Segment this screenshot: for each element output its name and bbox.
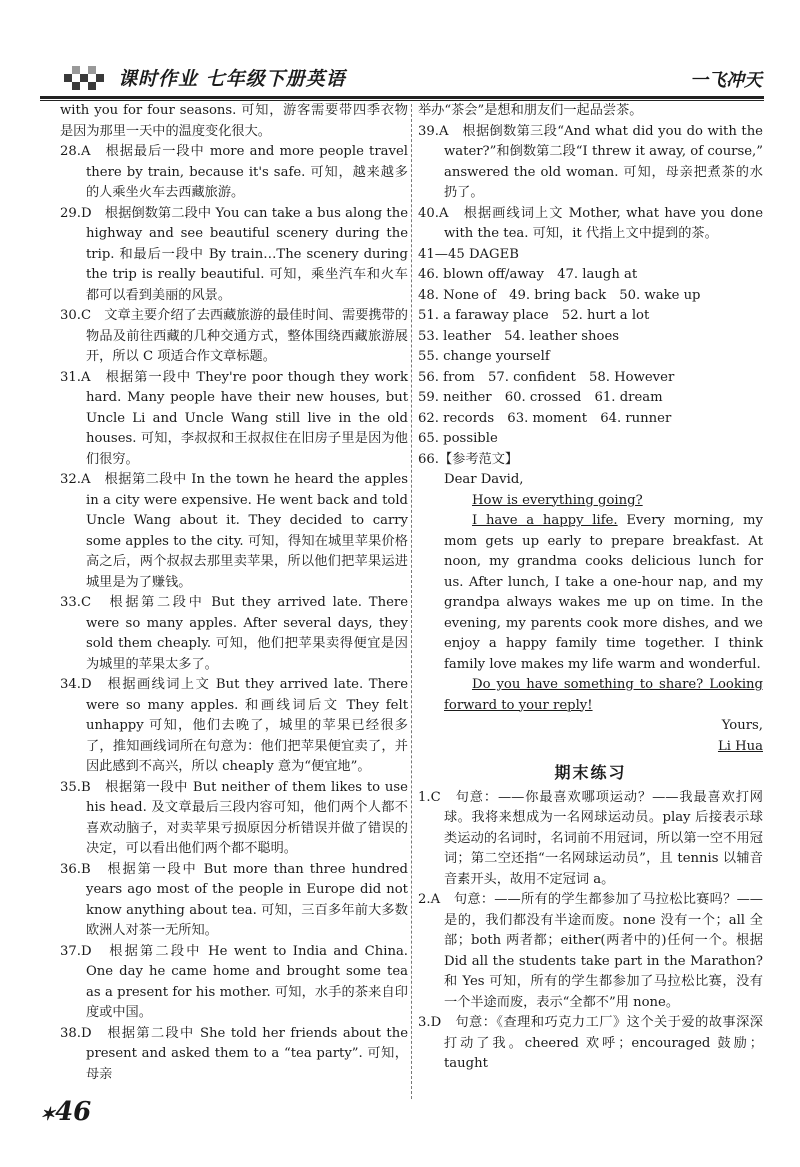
brand-name: 一飞冲天 xyxy=(690,70,762,91)
answer-list xyxy=(418,101,763,470)
section-title: 期末练习 xyxy=(554,763,627,782)
answer-item: 33.C 根据第二段中 But they arrived late. There were so many apples. After several days, they sold them cheaply. 可知，他们把苹果卖得便宜是因为城里的苹果太多了。 xyxy=(60,595,408,672)
letter-body-underlined: I have a happy life. xyxy=(472,513,618,528)
answer-item: 2.A 句意：——所有的学生都参加了马拉松比赛吗？——是的，我们都没有半途而废。none 没有一个；all 全部；both 两者都；either(两者中的)任何一个。根据 Did all the students take part in the Marathon? 和 Yes 可知，所有的学生都参加了马拉松比赛，没有一个半途而废，表示“全都不”用 none。 xyxy=(418,892,763,1010)
answer-line: 举办“茶会”是想和朋友们一起品尝茶。 xyxy=(418,103,643,118)
answer-item: 31.A 根据第一段中 They're poor though they work hard. Many people have their new houses, but Uncle Li and Uncle Wang still live in the old houses. 可知，李叔叔和王叔叔住在旧房子里是因为他们很穷。 xyxy=(60,369,408,467)
sample-letter xyxy=(418,470,763,757)
answer-item: 38.D 根据第二段中 She told her friends about the present and asked them to a “tea party”. 可知，母亲 xyxy=(60,1025,408,1082)
column-divider xyxy=(411,104,412,1099)
answer-line: 55. change yourself xyxy=(418,349,550,364)
answer-item: 40.A 根据画线词上文 Mother, what have you done with the tea. 可知，it 代指上文中提到的茶。 xyxy=(418,205,763,241)
answer-line: 48. None of 49. bring back 50. wake up xyxy=(418,287,701,303)
letter-closing: Do you have something to share? Looking forward to your reply! xyxy=(444,677,763,713)
answer-item: 1.C 句意：——你最喜欢哪项运动？——我最喜欢打网球。我将来想成为一名网球运动员。play 后接表示球类运动的名词时，名词前不用冠词，所以第一空不用冠词；第二空还指“一名网球运动员”，且 tennis 以辅音音素开头，故用不定冠词 a。 xyxy=(418,789,763,887)
letter-body xyxy=(444,511,763,675)
answer-line: with you for four seasons. 可知，游客需要带四季衣物是因为那里一天中的温度变化很大。 xyxy=(60,103,408,139)
letter-body-rest: Every morning, my mom gets up early to prepare breakfast. At noon, my grandma cooks delicious lunch for us. After lunch, I take a one-hour nap, and my grandpa always wakes me up on time. In the evening, my parents cook more dishes, and we enjoy a happy family time together. I think family love makes my life warm and wonderful. xyxy=(444,513,763,672)
letter-salutation: Dear David, xyxy=(444,472,524,487)
letter-signoff: Yours, xyxy=(721,718,763,733)
answer-item: 29.D 根据倒数第二段中 You can take a bus along the highway and see beautiful scenery during the trip. 和最后一段中 By train…The scenery during the trip is really beautiful. 可知，乘坐汽车和火车都可以看到美丽的风景。 xyxy=(60,205,408,303)
answer-item: 39.A 根据倒数第三段“And what did you do with the water?”和倒数第二段“I threw it away, of course,” answered the old woman. 可知，母亲把煮茶的水扔了。 xyxy=(418,123,763,200)
left-column xyxy=(60,101,408,1085)
answer-item: 36.B 根据第一段中 But more than three hundred years ago most of the people in Europe did not know anything about tea. 可知，三百多年前大多数欧洲人对茶一无所知。 xyxy=(60,861,408,938)
answer-item: 37.D 根据第二段中 He went to India and China. One day he came home and brought some tea as a present for his mother. 可知，水手的茶来自印度或中国。 xyxy=(60,943,408,1020)
answer-line: 41—45 DAGEB xyxy=(418,246,519,262)
answer-line: 46. blown off/away 47. laugh at xyxy=(418,267,638,282)
final-exercise-answers xyxy=(418,788,763,1075)
answer-item: 3.D 句意：《查理和巧克力工厂》这个关于爱的故事深深打动了我。cheered 欢呼；encouraged 鼓励；taught xyxy=(418,1015,763,1071)
answer-item: 30.C 文章主要介绍了去西藏旅游的最佳时间、需要携带的物品及前往西藏的几种交通方式，整体围绕西藏旅游展开，所以 C 项适合作文章标题。 xyxy=(60,308,408,364)
right-column xyxy=(418,101,763,1075)
answer-line: 51. a faraway place 52. hurt a lot xyxy=(418,308,650,323)
answer-line: 65. possible xyxy=(418,431,498,446)
answer-item: 32.A 根据第二段中 In the town he heard the apples in a city were expensive. He went back and told Uncle Wang about it. They decided to carry some apples to the city. 可知，得知在城里苹果价格高之后，两个叔叔去那里卖苹果，所以他们把苹果运进城里是为了赚钱。 xyxy=(60,472,408,590)
sparkle-icon: ✶ xyxy=(40,1104,56,1125)
header-rule xyxy=(40,96,764,99)
letter-opening: How is everything going? xyxy=(472,492,643,508)
page-number: ✶46 xyxy=(40,1097,92,1127)
answer-line: 59. neither 60. crossed 61. dream xyxy=(418,390,663,405)
page-header xyxy=(40,60,762,96)
answer-line: 53. leather 54. leather shoes xyxy=(418,328,620,344)
answer-line: 66.【参考范文】 xyxy=(418,451,519,467)
answer-item: 34.D 根据画线词上文 But they arrived late. There were so many apples. 和画线词后文 They felt unhappy 可知，他们去晚了，城里的苹果已经很多了，推知画线词所在句意为：他们把苹果便宜卖了，并因此感到不高兴，所以 cheaply 意为“便宜地”。 xyxy=(60,677,408,774)
letter-name: Li Hua xyxy=(717,738,763,754)
answer-line: 56. from 57. confident 58. However xyxy=(418,369,675,385)
answer-item: 28.A 根据最后一段中 more and more people travel there by train, because it's safe. 可知，越来越多的人乘坐火车去西藏旅游。 xyxy=(60,144,408,200)
answer-item: 35.B 根据第一段中 But neither of them likes to use his head. 及文章最后三段内容可知，他们两个人都不喜欢动脑子，对卖苹果亏损原因分析错误并做了错误的决定，可以看出他们两个都不聪明。 xyxy=(60,779,408,856)
book-title: 课时作业 七年级下册英语 xyxy=(118,68,346,90)
answer-line: 62. records 63. moment 64. runner xyxy=(418,410,672,426)
